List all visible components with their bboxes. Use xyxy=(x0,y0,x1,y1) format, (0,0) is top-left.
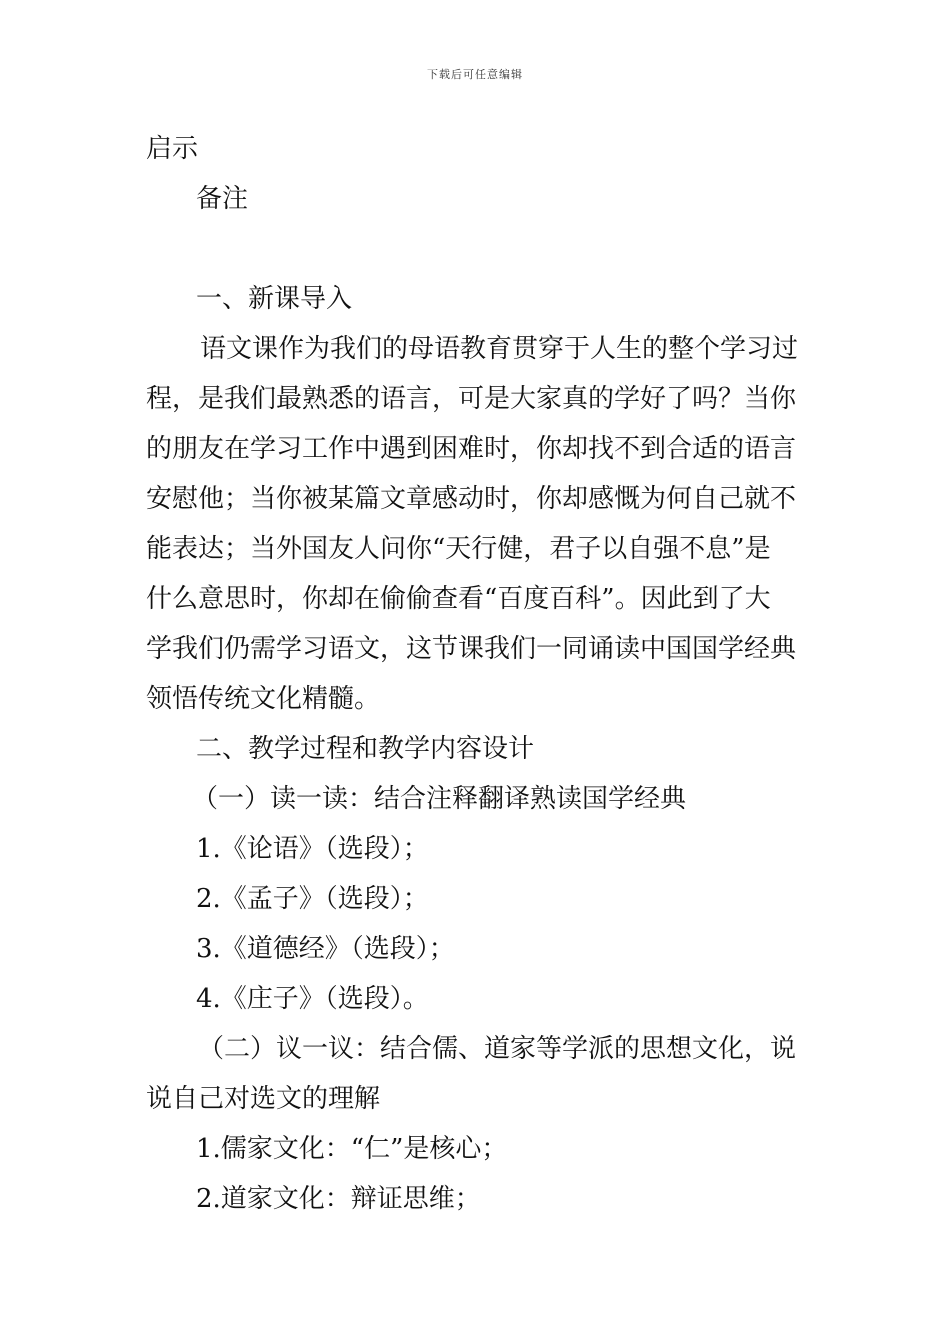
sub2-item: 1.儒家文化：“仁”是核心； xyxy=(196,1134,508,1164)
sub1-item: 3.《道德经》（选段）； xyxy=(196,934,455,964)
section2-title: 二、教学过程和教学内容设计 xyxy=(196,734,535,764)
para1-line: 领悟传统文化精髓。 xyxy=(146,684,381,714)
para1-line: 安慰他；当你被某篇文章感动时，你却感慨为何自己就不 xyxy=(146,484,797,514)
sub2-title-line: 说自己对选文的理解 xyxy=(146,1084,381,1114)
para1-line: 什么意思时，你却在偷偷查看“百度百科”。因此到了大 xyxy=(146,584,771,614)
section1-title: 一、新课导入 xyxy=(196,284,353,314)
para1-line: 的朋友在学习工作中遇到困难时，你却找不到合适的语言 xyxy=(146,434,797,464)
para1-line: 语文课作为我们的母语教育贯穿于人生的整个学习过 xyxy=(200,334,799,364)
sub1-title: （一）读一读：结合注释翻译熟读国学经典 xyxy=(192,784,687,814)
heading-beizhu: 备注 xyxy=(196,184,249,214)
sub2-title-line: （二）议一议：结合儒、道家等学派的思想文化，说 xyxy=(198,1034,797,1064)
sub1-item: 4.《庄子》（选段）。 xyxy=(196,984,429,1014)
para1-line: 能表达；当外国友人问你“天行健，君子以自强不息”是 xyxy=(146,534,771,564)
sub1-item: 1.《论语》（选段）； xyxy=(196,834,429,864)
sub1-item: 2.《孟子》（选段）； xyxy=(196,884,429,914)
sub2-item: 2.道家文化：辩证思维； xyxy=(196,1184,481,1214)
page-header: 下载后可任意编辑 xyxy=(427,68,523,81)
para1-line: 程，是我们最熟悉的语言，可是大家真的学好了吗？当你 xyxy=(146,384,797,414)
heading-qishi: 启示 xyxy=(146,134,199,164)
para1-line: 学我们仍需学习语文，这节课我们一同诵读中国国学经典 xyxy=(146,634,797,664)
